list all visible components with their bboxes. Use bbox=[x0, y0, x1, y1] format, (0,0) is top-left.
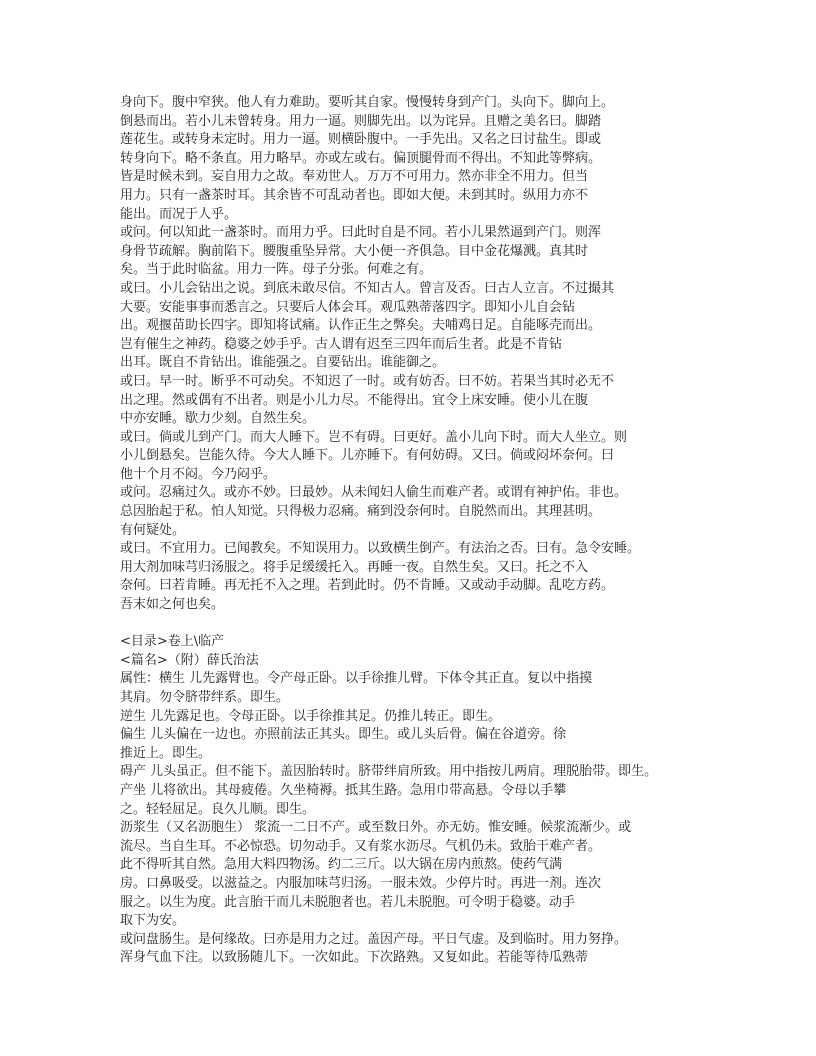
text-line: 他十个月不闷。今乃闷乎。 bbox=[120, 466, 277, 482]
text-block-labor-discussion bbox=[120, 94, 720, 615]
text-line: 岂有催生之神药。稳婆之妙手乎。古人谓有迟至三四年而后生者。此是不肯钻 bbox=[120, 336, 563, 352]
text-line: 能出。而况于人乎。 bbox=[120, 206, 238, 222]
text-line: 偏生 儿头偏在一边也。亦照前法正其头。即生。或儿头后骨。偏在谷道旁。徐 bbox=[120, 727, 567, 743]
text-line: 大要。安能事事而悉言之。只要后人体会耳。观瓜熟蒂落四字。即知小儿自会钻 bbox=[120, 299, 576, 315]
chapter-heading: <篇名>（附）薛氏治法 bbox=[120, 652, 259, 668]
text-line: 或曰。小儿会钻出之说。到底未敢尽信。不知古人。曾言及否。曰古人立言。不过撮其 bbox=[120, 280, 615, 296]
text-line: 推近上。即生。 bbox=[120, 745, 212, 761]
text-line: 或问盘肠生。是何缘故。曰亦是用力之过。盖因产母。平日气虚。及到临时。用力努挣。 bbox=[120, 931, 628, 947]
text-line: 中亦安睡。歇力少刻。自然生矣。 bbox=[120, 411, 316, 427]
text-line: 之。轻轻屈足。良久儿顺。即生。 bbox=[120, 801, 316, 817]
text-line: 倒悬而出。若小儿未曾转身。用力一逼。则脚先出。以为诧异。且赠之美名曰。脚踏 bbox=[120, 113, 602, 129]
catalog-heading: <目录>卷上\临产 bbox=[120, 634, 225, 650]
text-line: 奈何。曰若肯睡。再无托不入之理。若到此时。仍不肯睡。又或动手动脚。乱吃方药。 bbox=[120, 578, 615, 594]
text-line: 或曰。早一时。断乎不可动矣。不知迟了一时。或有妨否。曰不妨。若果当其时必无不 bbox=[120, 373, 615, 389]
text-line: 服之。以生为度。此言胎干而儿未脱胞者也。若儿未脱胞。可令明于稳婆。动手 bbox=[120, 894, 576, 910]
text-line: 出耳。既自不肯钻出。谁能强之。自要钻出。谁能御之。 bbox=[120, 355, 446, 371]
text-line: 身向下。腹中窄狭。他人有力难助。要听其自家。慢慢转身到产门。头向下。脚向上。 bbox=[120, 95, 615, 110]
text-line: 总因胎起于私。怕人知觉。只得极力忍痛。痛到没奈何时。自脱然而出。其理甚明。 bbox=[120, 504, 602, 520]
text-block-xue-method bbox=[120, 633, 720, 968]
text-line: 或问。忍痛过久。或亦不妙。曰最妙。从未闻妇人偷生而难产者。或谓有神护佑。非也。 bbox=[120, 485, 628, 501]
text-line: 此不得听其自然。急用大料四物汤。约二三斤。以大锅在房内煎熬。使药气满 bbox=[120, 857, 563, 873]
text-line: 浑身气血下注。以致肠随儿下。一次如此。下次路熟。又复如此。若能等待瓜熟蒂 bbox=[120, 950, 589, 966]
text-line: 沥浆生（又名沥胞生） 浆流一二日不产。或至数日外。亦无妨。惟安睡。候浆流渐少。或 bbox=[120, 820, 632, 836]
text-line: 碍产 儿头虽正。但不能下。盖因胎转时。脐带绊肩所致。用中指按儿两肩。理脱胎带。即生。 bbox=[120, 764, 658, 780]
text-line: 吾末如之何也矣。 bbox=[120, 597, 225, 613]
text-line: 取下为安。 bbox=[120, 913, 186, 929]
text-line: 产坐 儿将欲出。其母疲倦。久坐椅褥。抵其生路。急用巾带高悬。令母以手攀 bbox=[120, 782, 567, 798]
text-line: 用力。只有一盏茶时耳。其余皆不可乱动者也。即如大便。未到其时。纵用力亦不 bbox=[120, 187, 589, 203]
document-page bbox=[120, 94, 720, 968]
text-line: 或曰。不宜用力。已闻教矣。不知误用力。以致横生倒产。有法治之否。曰有。急令安睡。 bbox=[120, 541, 641, 557]
text-line: 小儿倒悬矣。岂能久待。今大人睡下。儿亦睡下。有何妨碍。又曰。倘或闷坏奈何。曰 bbox=[120, 448, 615, 464]
text-line: 矣。当于此时临盆。用力一阵。母子分张。何难之有。 bbox=[120, 262, 433, 278]
text-line: 用大剂加味芎归汤服之。将手足缓缓托入。再睡一夜。自然生矣。又曰。托之不入 bbox=[120, 559, 589, 575]
section-spacer bbox=[120, 615, 720, 634]
text-line: 有何疑处。 bbox=[120, 522, 186, 538]
text-line: 皆是时候未到。妄自用力之故。奉劝世人。万万不可用力。然亦非全不用力。但当 bbox=[120, 169, 589, 185]
text-line: 出之理。然或偶有不出者。则是小儿力尽。不能得出。宜令上床安睡。使小儿在腹 bbox=[120, 392, 589, 408]
text-line: 或问。何以知此一盏茶时。而用力乎。曰此时自是不同。若小儿果然逼到产门。则浑 bbox=[120, 225, 602, 241]
text-line: 房。口鼻吸受。以滋益之。内服加味芎归汤。一服未效。少停片时。再进一剂。连次 bbox=[120, 875, 602, 891]
text-line: 或曰。倘或儿到产门。而大人睡下。岂不有碍。曰更好。盖小儿向下时。而大人坐立。则 bbox=[120, 429, 628, 445]
text-line: 其肩。勿令脐带绊系。即生。 bbox=[120, 690, 290, 705]
text-line: 出。观揠苗助长四字。即知将试痛。认作正生之弊矣。夫哺鸡日足。自能啄壳而出。 bbox=[120, 318, 602, 334]
text-line: 逆生 儿先露足也。令母正卧。以手徐推其足。仍推儿转正。即生。 bbox=[120, 708, 502, 724]
text-line: 转身向下。略不条直。用力略早。亦或左或右。偏顶腿骨而不得出。不知此等弊病。 bbox=[120, 150, 602, 166]
text-line: 属性：横生 儿先露臂也。令产母正卧。以手徐推儿臂。下体令其正直。复以中指摸 bbox=[120, 671, 593, 687]
text-line: 莲花生。或转身未定时。用力一逼。则横卧腹中。一手先出。又名之曰讨盐生。即或 bbox=[120, 132, 602, 148]
text-line: 流尽。当自生耳。不必惊恐。切勿动手。又有浆水沥尽。气机仍未。致胎干难产者。 bbox=[120, 838, 602, 854]
text-line: 身骨节疏解。胸前陷下。腰腹重坠异常。大小便一齐俱急。目中金花爆溅。真其时 bbox=[120, 243, 589, 259]
